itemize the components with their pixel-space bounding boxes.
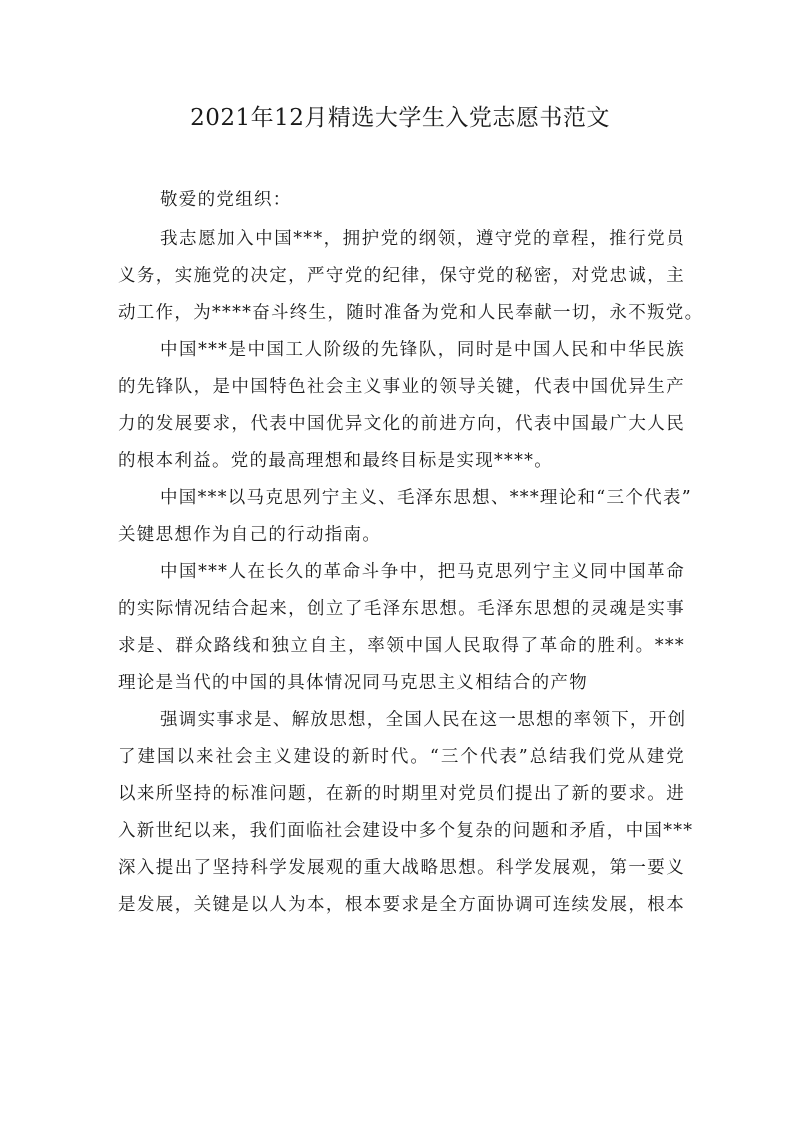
paragraph-5 [118, 702, 694, 924]
salutation [118, 182, 685, 219]
paragraph-line: 理论是当代的中国的具体情况同马克思主义相结合的产物 [118, 673, 588, 693]
salutation-text: 敬爱的党组织： [160, 190, 292, 210]
paragraph-line: 强调实事求是、解放思想，全国人民在这一思想的率领下，开创 [160, 710, 687, 730]
paragraph-line: 力的发展要求，代表中国优异文化的前进方向，代表中国最广大人民 [118, 414, 685, 434]
document-body [118, 182, 704, 924]
paragraph-line: 以来所坚持的标准问题，在新的时期里对党员们提出了新的要求。进 [118, 784, 685, 804]
paragraph-line: 中国***以马克思列宁主义、毛泽东思想、***理论和“三个代表” [160, 488, 692, 508]
paragraph-line: 的先锋队，是中国特色社会主义事业的领导关键，代表中国优异生产 [118, 377, 685, 397]
paragraph-3 [118, 480, 692, 554]
paragraph-line: 了建国以来社会主义建设的新时代。“三个代表”总结我们党从建党 [118, 747, 685, 767]
paragraph-line: 是发展，关键是以人为本，根本要求是全方面协调可连续发展，根本 [118, 895, 685, 915]
paragraph-line: 义务，实施党的决定，严守党的纪律，保守党的秘密，对党忠诚，主 [118, 266, 685, 286]
document-title: 2021年12月精选大学生入党志愿书范文 [190, 105, 610, 131]
paragraph-line: 中国***人在长久的革命斗争中，把马克思列宁主义同中国革命 [160, 562, 685, 582]
paragraph-line: 的根本利益。党的最高理想和最终目标是实现****。 [118, 451, 553, 471]
paragraph-2 [118, 332, 685, 480]
paragraph-line: 求是、群众路线和独立自主，率领中国人民取得了革命的胜利。*** [118, 636, 685, 656]
paragraph-1 [118, 221, 704, 332]
paragraph-line: 我志愿加入中国***，拥护党的纲领，遵守党的章程，推行党员 [160, 229, 685, 249]
paragraph-line: 动工作，为****奋斗终生，随时准备为党和人民奉献一切，永不叛党。 [118, 303, 704, 323]
paragraph-4 [118, 554, 685, 702]
paragraph-line: 关键思想作为自己的行动指南。 [118, 525, 382, 545]
paragraph-line: 入新世纪以来，我们面临社会建设中多个复杂的问题和矛盾，中国*** [118, 821, 694, 841]
paragraph-line: 深入提出了坚持科学发展观的重大战略思想。科学发展观，第一要义 [118, 858, 685, 878]
paragraph-line: 中国***是中国工人阶级的先锋队，同时是中国人民和中华民族 [160, 340, 685, 360]
paragraph-line: 的实际情况结合起来，创立了毛泽东思想。毛泽东思想的灵魂是实事 [118, 599, 685, 619]
